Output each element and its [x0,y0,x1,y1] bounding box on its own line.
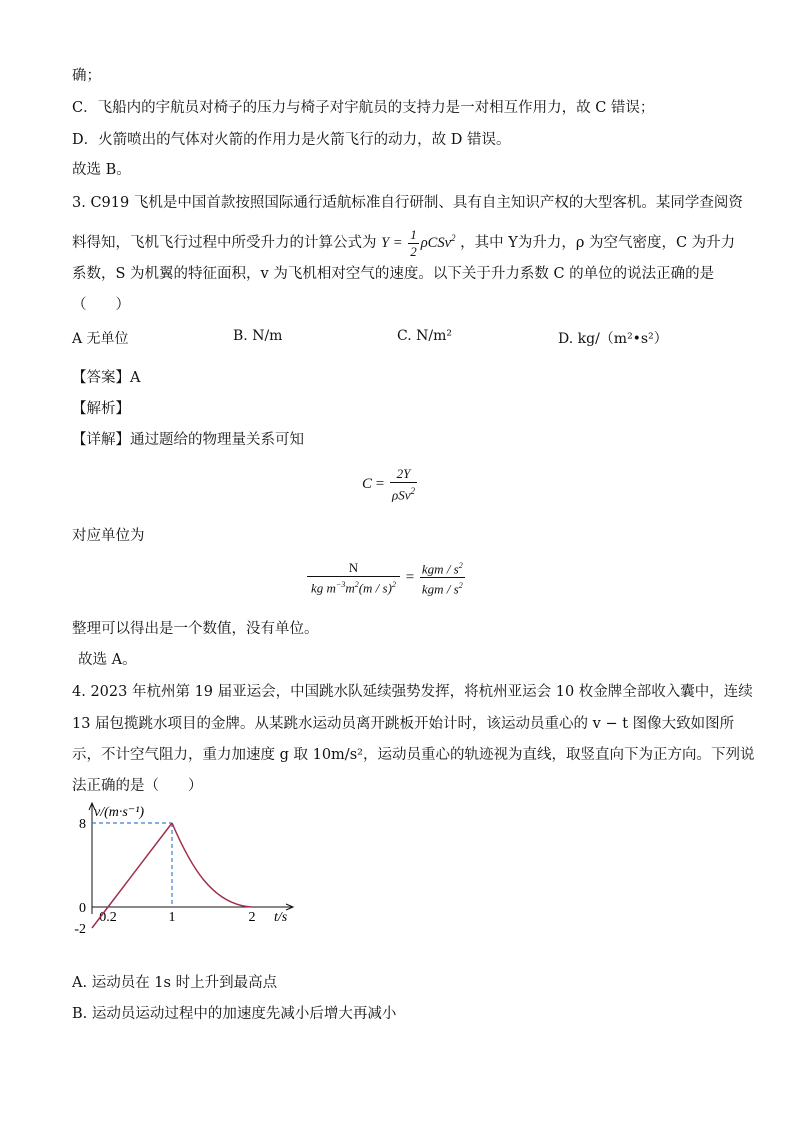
q3-line4: （ ） [72,297,130,313]
q4-line1: 4. 2023 年杭州第 19 届亚运会，中国跳水队延续强势发挥，将杭州亚运会 10 枚金牌全部收入囊中，连续 [72,684,753,700]
q4-option-a: A. 运动员在 1s 时上升到最高点 [72,975,278,991]
velocity-time-chart [70,800,300,965]
choose-b: 故选 B。 [72,162,131,178]
q3-line3: 系数，S 为机翼的特征面积，v 为飞机相对空气的速度。以下关于升力系数 C 的单位的说法正确的是 [72,266,715,282]
q4-option-b: B. 运动员运动过程中的加速度先减小后增大再减小 [72,1006,397,1022]
y-axis-label: v/(m·s⁻¹) [94,805,145,820]
x-axis-label: t/s [274,910,288,925]
q3-line2-pre: 料得知，飞机飞行过程中所受升力的计算公式为 [72,234,377,251]
units-formula: $\frac{N}{kg m^{-3}m^2(m / s)^2}$ = $\frac{kgm / s^2}{kgm / s^2}$ [305,558,467,598]
y-tick-label: -2 [74,922,86,937]
x-tick-label: 2 [248,910,256,925]
option-c-explanation: C．飞船内的宇航员对椅子的压力与椅子对宇航员的支持力是一对相互作用力，故 C 错误； [72,100,655,116]
y-tick-label: 0 [79,901,86,916]
x-tick-label: 0.2 [99,910,117,925]
q4-line3: 示，不计空气阻力，重力加速度 g 取 10m/s²，运动员重心的轨迹视为直线，取竖直向下为正方向。下列说 [72,747,755,763]
lift-formula: Y = $\frac{1}{2}$ ρCSv$^2$ [381,227,456,259]
x-tick-label: 1 [168,910,176,925]
fragment-top: 确； [72,68,101,84]
q3-line1: 3. C919 飞机是中国首款按照国际通行适航标准自行研制、具有自主知识产权的大型客机。某同学查阅资 [72,195,743,211]
y-tick-label: 8 [79,817,86,832]
q3-option-d: D. kg/（m²•s²） [558,331,668,347]
coefficient-formula: C = $\frac{2Y}{\rho Sv^2}$ [362,466,415,503]
q3-analysis: 【解析】 [72,401,130,417]
q3-detail: 【详解】通过题给的物理量关系可知 [72,432,304,448]
velocity-line-segment1 [92,823,172,928]
q4-line2: 13 届包揽跳水项目的金牌。从某跳水运动员离开跳板开始计时，该运动员重心的 v − t 图像大致如图所 [72,716,735,732]
q3-choose: 故选 A。 [78,652,137,668]
q3-option-a: A 无单位 [72,331,129,347]
velocity-curve-segment2 [172,823,252,907]
option-d-explanation: D．火箭喷出的气体对火箭的作用力是火箭飞行的动力，故 D 错误。 [72,132,511,148]
q3-option-b: B. N/m [233,328,283,344]
q4-line4: 法正确的是（ ） [72,778,203,794]
q3-answer: 【答案】A [72,370,141,386]
q3-units-label: 对应单位为 [72,528,145,544]
q3-line2-post: ，其中 Y为升力，ρ 为空气密度，C 为升力 [460,234,736,251]
q3-option-c: C. N/m² [397,328,452,344]
q3-conclusion: 整理可以得出是一个数值，没有单位。 [72,621,319,637]
q3-line2 [72,227,735,260]
